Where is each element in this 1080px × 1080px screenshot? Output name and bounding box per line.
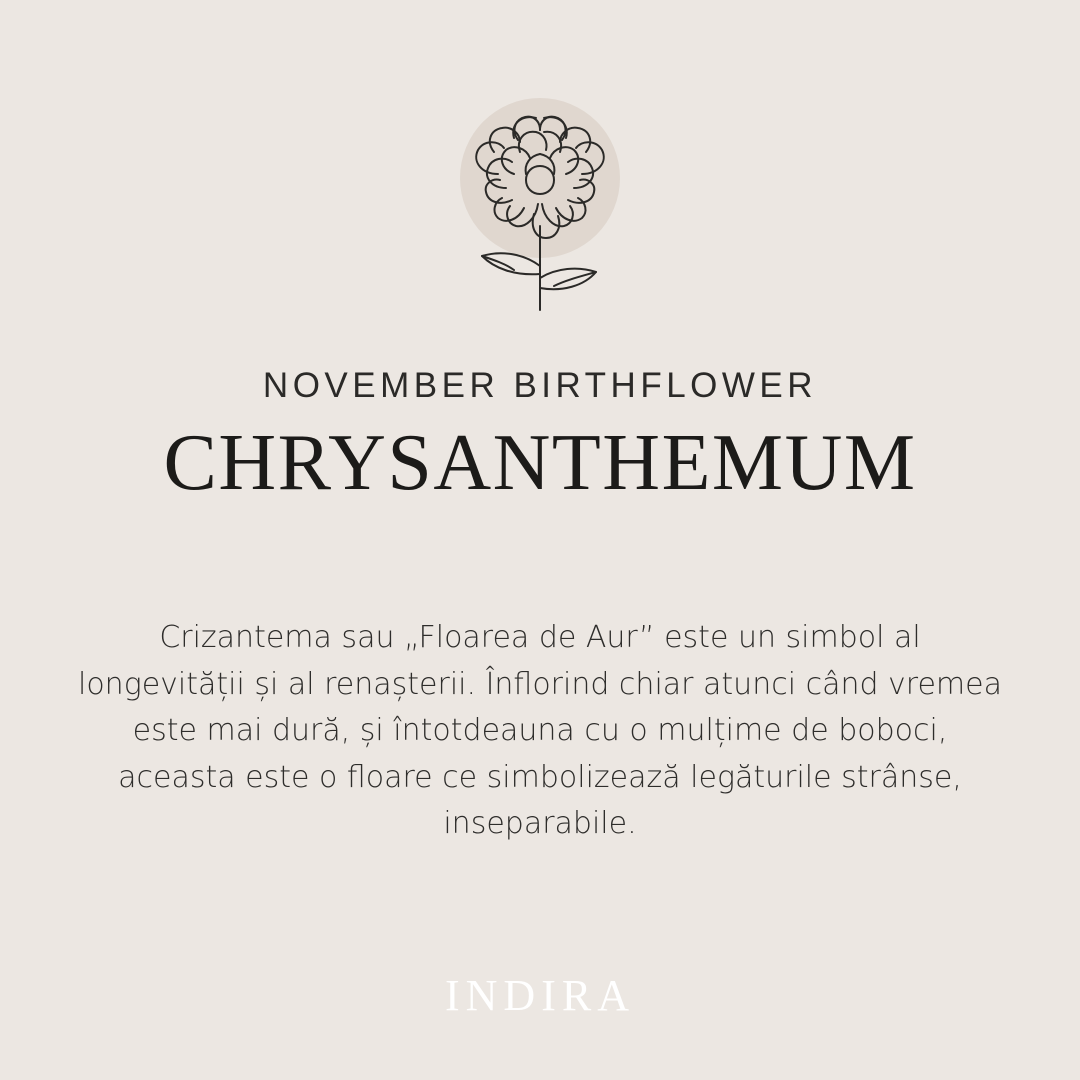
page-title: CHRYSANTHEMUM <box>163 419 917 507</box>
page-body-text: Crizantema sau „Floarea de Aur” este un simbol al longevității și al renașterii. Înflorind chiar atunci când vremea este mai dură, și întotdeauna cu o mulțime de boboci, aceasta este o floare ce simbolizează legăturile strânse, inseparabile. <box>77 620 1002 841</box>
page-kicker: NOVEMBER BIRTHFLOWER <box>262 366 818 405</box>
chrysanthemum-illustration <box>390 78 690 338</box>
brand-wordmark: INDIRA <box>445 971 635 1020</box>
